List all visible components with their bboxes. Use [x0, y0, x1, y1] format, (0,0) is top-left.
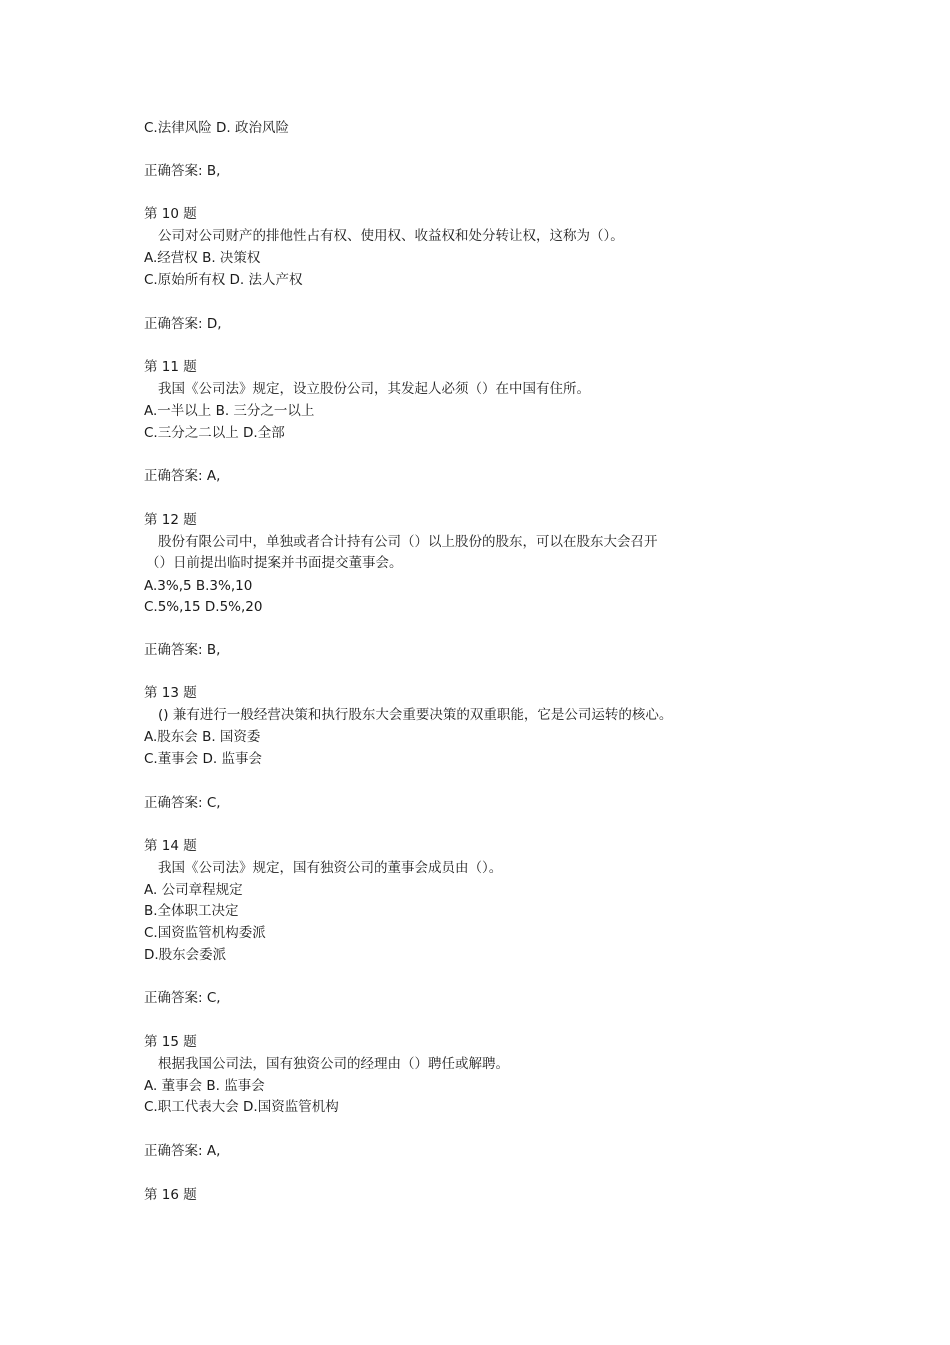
q16-heading: 第 16 题 [144, 1187, 197, 1203]
q10-heading: 第 10 题 [144, 206, 197, 222]
q11-stem: 我国《公司法》规定，设立股份公司，其发起人必须（）在中国有住所。 [158, 381, 590, 397]
q14-option-d: D.股东会委派 [144, 947, 227, 963]
q14-option-c: C.国资监管机构委派 [144, 925, 266, 941]
q15-answer: 正确答案: A, [144, 1143, 221, 1159]
q12-options-cd: C.5%,15 D.5%,20 [144, 599, 263, 615]
q13-options-cd: C.董事会 D. 监事会 [144, 751, 262, 767]
q11-heading: 第 11 题 [144, 359, 197, 375]
q13-heading: 第 13 题 [144, 685, 197, 701]
q12-stem-line2: （）日前提出临时提案并书面提交董事会。 [146, 555, 403, 571]
q10-options-ab: A.经营权 B. 决策权 [144, 250, 261, 266]
q15-options-ab: A. 董事会 B. 监事会 [144, 1078, 265, 1094]
q14-stem: 我国《公司法》规定，国有独资公司的董事会成员由（）。 [158, 860, 503, 876]
q13-options-ab: A.股东会 B. 国资委 [144, 729, 261, 745]
q12-heading: 第 12 题 [144, 512, 197, 528]
q15-stem: 根据我国公司法，国有独资公司的经理由（）聘任或解聘。 [158, 1056, 509, 1072]
q9-answer: 正确答案: B, [144, 163, 221, 179]
q10-stem: 公司对公司财产的排他性占有权、使用权、收益权和处分转让权，这称为（）。 [158, 228, 624, 244]
q10-options-cd: C.原始所有权 D. 法人产权 [144, 272, 303, 288]
q14-heading: 第 14 题 [144, 838, 197, 854]
q11-answer: 正确答案: A, [144, 468, 221, 484]
q11-options-ab: A.一半以上 B. 三分之一以上 [144, 403, 315, 419]
q15-heading: 第 15 题 [144, 1034, 197, 1050]
q11-options-cd: C.三分之二以上 D.全部 [144, 425, 285, 441]
q13-answer: 正确答案: C, [144, 795, 221, 811]
q12-stem-line1: 股份有限公司中，单独或者合计持有公司（）以上股份的股东，可以在股东大会召开 [158, 534, 658, 550]
q13-stem: () 兼有进行一般经营决策和执行股东大会重要决策的双重职能，它是公司运转的核心。 [158, 707, 673, 723]
q14-answer: 正确答案: C, [144, 990, 221, 1006]
q12-answer: 正确答案: B, [144, 642, 221, 658]
q10-answer: 正确答案: D, [144, 316, 222, 332]
q12-options-ab: A.3%,5 B.3%,10 [144, 578, 253, 594]
q9-options-cd: C.法律风险 D. 政治风险 [144, 120, 289, 136]
q14-option-a: A. 公司章程规定 [144, 882, 243, 898]
q14-option-b: B.全体职工决定 [144, 903, 239, 919]
q15-options-cd: C.职工代表大会 D.国资监管机构 [144, 1099, 339, 1115]
